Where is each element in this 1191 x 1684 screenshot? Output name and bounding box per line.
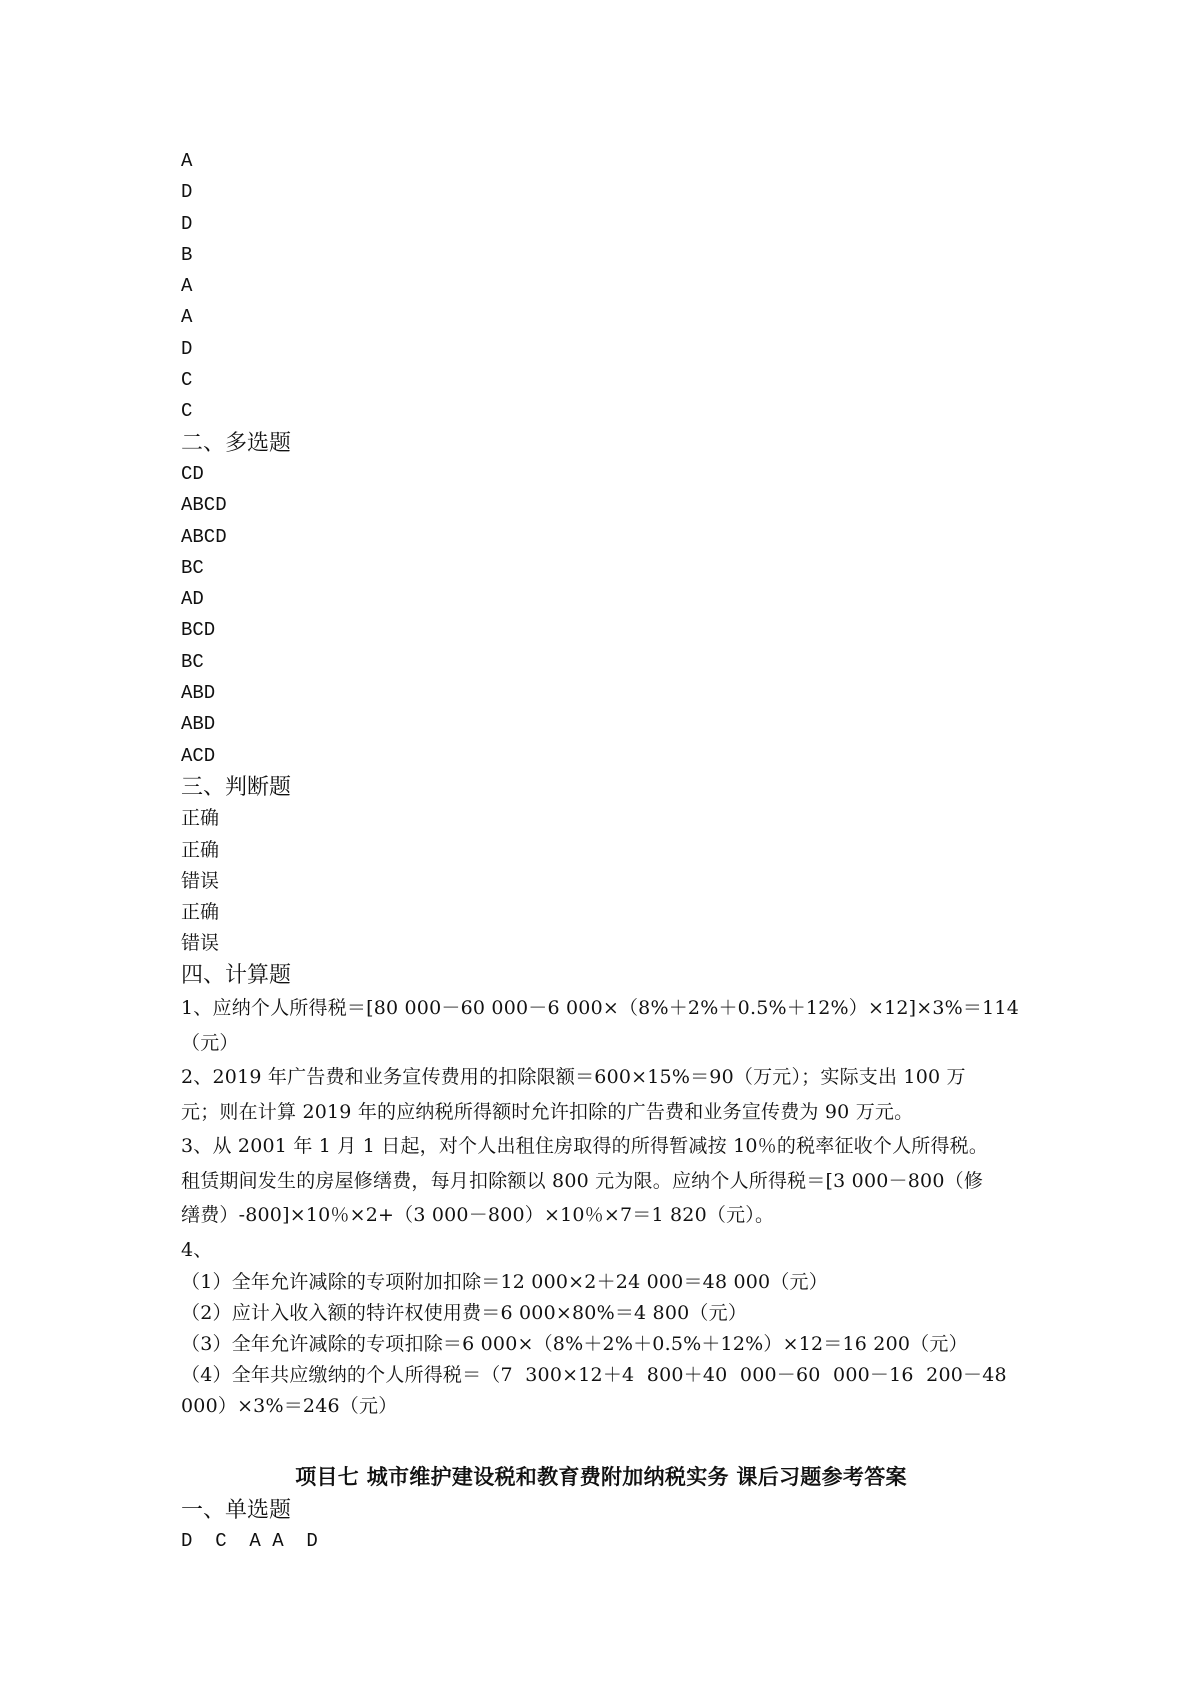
answer-item: ABD xyxy=(181,682,216,705)
answer-item: D xyxy=(181,337,193,360)
section-heading-multi-choice: 二、多选题 xyxy=(181,430,292,456)
answer-item: D xyxy=(181,212,193,235)
answer-item: A xyxy=(181,275,193,298)
answer-item: 错误 xyxy=(181,932,220,955)
answer-item: B xyxy=(181,243,193,266)
answer-item: 错误 xyxy=(181,869,220,892)
answer-item: ABD xyxy=(181,713,216,736)
calculation-line: （3）全年允许减除的专项扣除＝6 000×（8%＋2%＋0.5%＋12%）×12＝16 200（元） xyxy=(181,1333,968,1356)
calculation-line: 2、2019 年广告费和业务宣传费用的扣除限额＝600×15%＝90（万元）；实际支出 100 万 xyxy=(181,1066,966,1089)
calculation-line: 000）×3%＝246（元） xyxy=(181,1395,398,1418)
answer-item: A xyxy=(181,306,193,329)
calculation-line: 租赁期间发生的房屋修缮费，每月扣除额以 800 元为限。应纳个人所得税＝[3 000－800（修 xyxy=(181,1169,984,1192)
calculation-line: 3、从 2001 年 1 月 1 日起，对个人出租住房取得的所得暂减按 10％的税率征收个人所得税。 xyxy=(181,1135,989,1158)
section-heading-calculation: 四、计算题 xyxy=(181,962,292,988)
answer-item: ABCD xyxy=(181,525,227,548)
project-seven-title: 项目七 城市维护建设税和教育费附加纳税实务 课后习题参考答案 xyxy=(295,1465,907,1490)
answer-item: ACD xyxy=(181,744,216,767)
calculation-line: （4）全年共应缴纳的个人所得税＝（7 300×12＋4 800＋40 000－60 000－16 200－48 xyxy=(181,1364,1007,1387)
calculation-answers xyxy=(181,991,1021,1422)
calculation-line: （1）全年允许减除的专项附加扣除＝12 000×2＋24 000＝48 000（元） xyxy=(181,1271,828,1294)
answer-item: BC xyxy=(181,650,204,673)
single-choice-answer-list xyxy=(181,146,1021,428)
calculation-line: 元；则在计算 2019 年的应纳税所得额时允许扣除的广告费和业务宣传费为 90 万元。 xyxy=(181,1100,914,1123)
answer-item: BC xyxy=(181,556,204,579)
calculation-line: （2）应计入收入额的特许权使用费＝6 000×80%＝4 800（元） xyxy=(181,1302,748,1325)
section-heading-judgement: 三、判断题 xyxy=(181,774,292,800)
answer-item: 正确 xyxy=(181,838,220,861)
answer-item: ABCD xyxy=(181,494,227,517)
calculation-line: 4、 xyxy=(181,1238,213,1261)
answer-item: CD xyxy=(181,462,204,485)
answer-item: A xyxy=(181,150,193,172)
answer-item: D xyxy=(181,181,193,204)
answer-item: 正确 xyxy=(181,807,220,830)
answer-item: C xyxy=(181,400,193,423)
answer-item: C xyxy=(181,369,193,392)
calculation-line: （元） xyxy=(181,1031,239,1054)
answer-key-page xyxy=(181,146,1021,1558)
answer-item: BCD xyxy=(181,619,216,642)
answer-item: 正确 xyxy=(181,901,220,924)
judgement-answer-list xyxy=(181,803,1021,959)
multi-choice-answer-list xyxy=(181,459,1021,772)
section-heading-single-choice: 一、单选题 xyxy=(181,1498,292,1524)
answer-item: AD xyxy=(181,588,204,611)
calculation-line: 缮费）-800]×10％×2+（3 000－800）×10％×7＝1 820（元）。 xyxy=(181,1204,775,1227)
project-seven-answers: D C A A D xyxy=(181,1530,318,1553)
calculation-line: 1、应纳个人所得税＝[80 000－60 000－6 000×（8%＋2%＋0.5%＋12%）×12]×3%＝114 xyxy=(181,997,1019,1020)
